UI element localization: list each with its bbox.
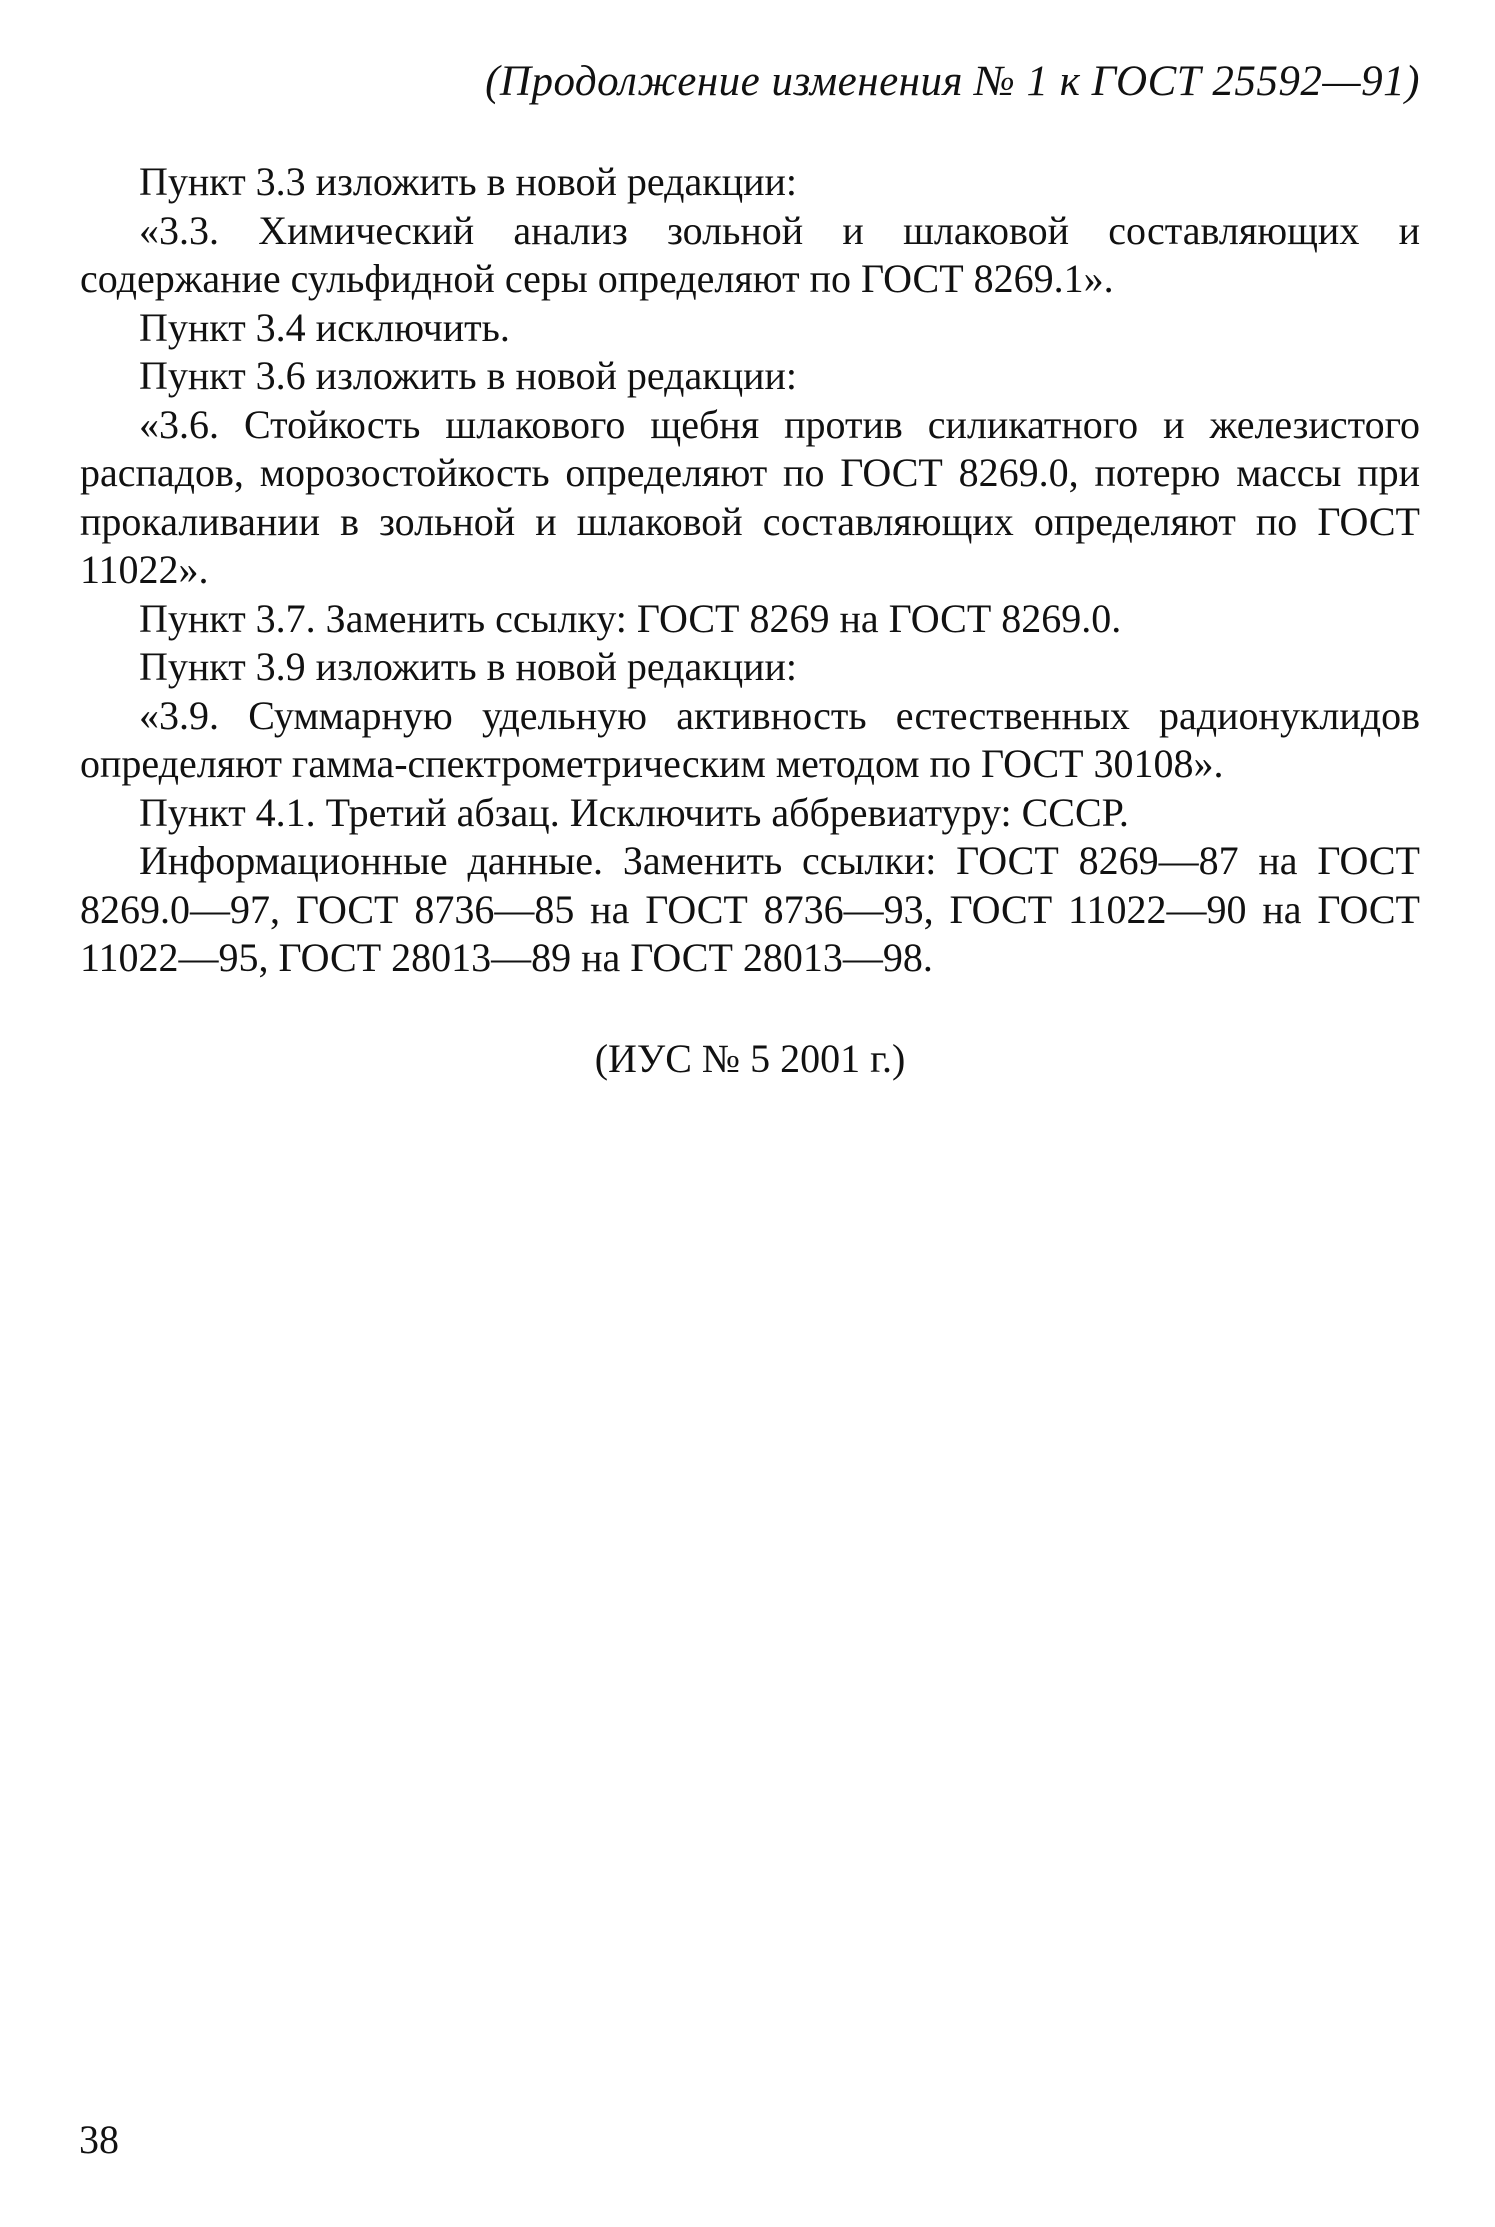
paragraph-item-3-9-intro: Пункт 3.9 изложить в новой редакции: — [139, 644, 798, 689]
paragraph-item-3-3-intro: Пункт 3.3 изложить в новой редакции: — [139, 159, 798, 204]
paragraph-item-3-6-text: «3.6. Стойкость шлакового щебня против силикатного и железистого распадов, морозостойкость определяют по ГОСТ 8269.0, потерю массы при прокаливании в зольной и шлаковой составляющих определяют по ГОСТ 11022». — [80, 401, 1420, 592]
paragraph-item-3-4: Пункт 3.4 исключить. — [139, 304, 510, 350]
paragraph-item-3-3-text: «3.3. Химический анализ зольной и шлаковой составляющих и содержание сульфидной серы определяют по ГОСТ 8269.1». — [80, 207, 1420, 301]
paragraph-item-4-1: Пункт 4.1. Третий абзац. Исключить аббревиатуру: СССР. — [139, 789, 1129, 835]
paragraph-item-3-6-intro: Пункт 3.6 изложить в новой редакции: — [139, 353, 798, 398]
continuation-header: (Продолжение изменения № 1 к ГОСТ 25592—91) — [485, 58, 1420, 105]
source-reference: (ИУС № 5 2001 г.) — [594, 1036, 906, 1081]
amendment-body — [80, 158, 1420, 983]
paragraph-item-3-7: Пункт 3.7. Заменить ссылку: ГОСТ 8269 на ГОСТ 8269.0. — [139, 595, 1122, 641]
page-number: 38 — [79, 2117, 119, 2162]
paragraph-info-data: Информационные данные. Заменить ссылки: ГОСТ 8269—87 на ГОСТ 8269.0—97, ГОСТ 8736—85 на ГОСТ 8736—93, ГОСТ 11022—90 на ГОСТ 11022—95, ГОСТ 28013—89 на ГОСТ 28013—98. — [80, 838, 1420, 980]
paragraph-item-3-9-text: «3.9. Суммарную удельную активность естественных радионуклидов определяют гамма-спектрометрическим методом по ГОСТ 30108». — [80, 692, 1420, 786]
